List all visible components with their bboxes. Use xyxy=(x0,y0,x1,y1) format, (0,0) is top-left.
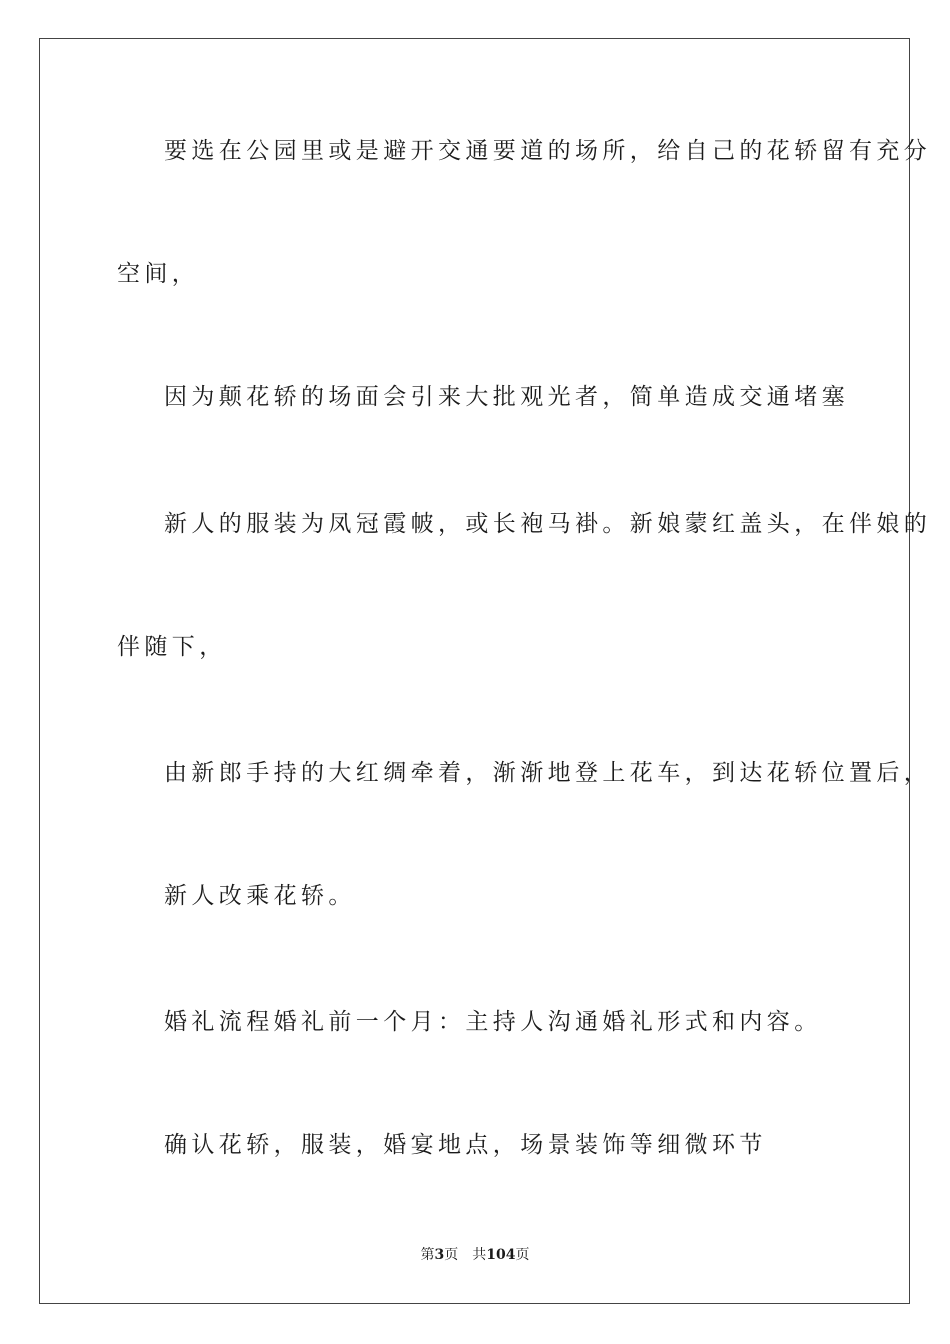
text-line: 婚礼流程婚礼前一个月：主持人沟通婚礼形式和内容。 xyxy=(164,1009,822,1035)
page-border xyxy=(39,38,910,1304)
text-line: 伴随下， xyxy=(117,634,227,660)
total-prefix: 共 xyxy=(472,1247,487,1263)
page-number: 3 xyxy=(434,1247,445,1263)
page-prefix: 第 xyxy=(420,1247,435,1263)
text-line: 要选在公园里或是避开交通要道的场所，给自己的花轿留有充分 xyxy=(164,138,932,164)
text-line: 空间， xyxy=(117,261,200,287)
text-line: 因为颠花轿的场面会引来大批观光者，简单造成交通堵塞 xyxy=(164,384,849,410)
text-line: 由新郎手持的大红绸牵着，渐渐地登上花车，到达花轿位置后， xyxy=(164,760,932,786)
total-suffix: 页 xyxy=(515,1247,530,1263)
page-footer xyxy=(0,1245,950,1265)
page-suffix: 页 xyxy=(444,1247,459,1263)
text-line: 新人的服装为凤冠霞帔，或长袍马褂。新娘蒙红盖头，在伴娘的 xyxy=(164,511,932,537)
text-line: 新人改乘花轿。 xyxy=(164,883,356,909)
total-pages: 104 xyxy=(486,1247,516,1263)
text-line: 确认花轿，服装，婚宴地点，场景装饰等细微环节 xyxy=(164,1132,767,1158)
